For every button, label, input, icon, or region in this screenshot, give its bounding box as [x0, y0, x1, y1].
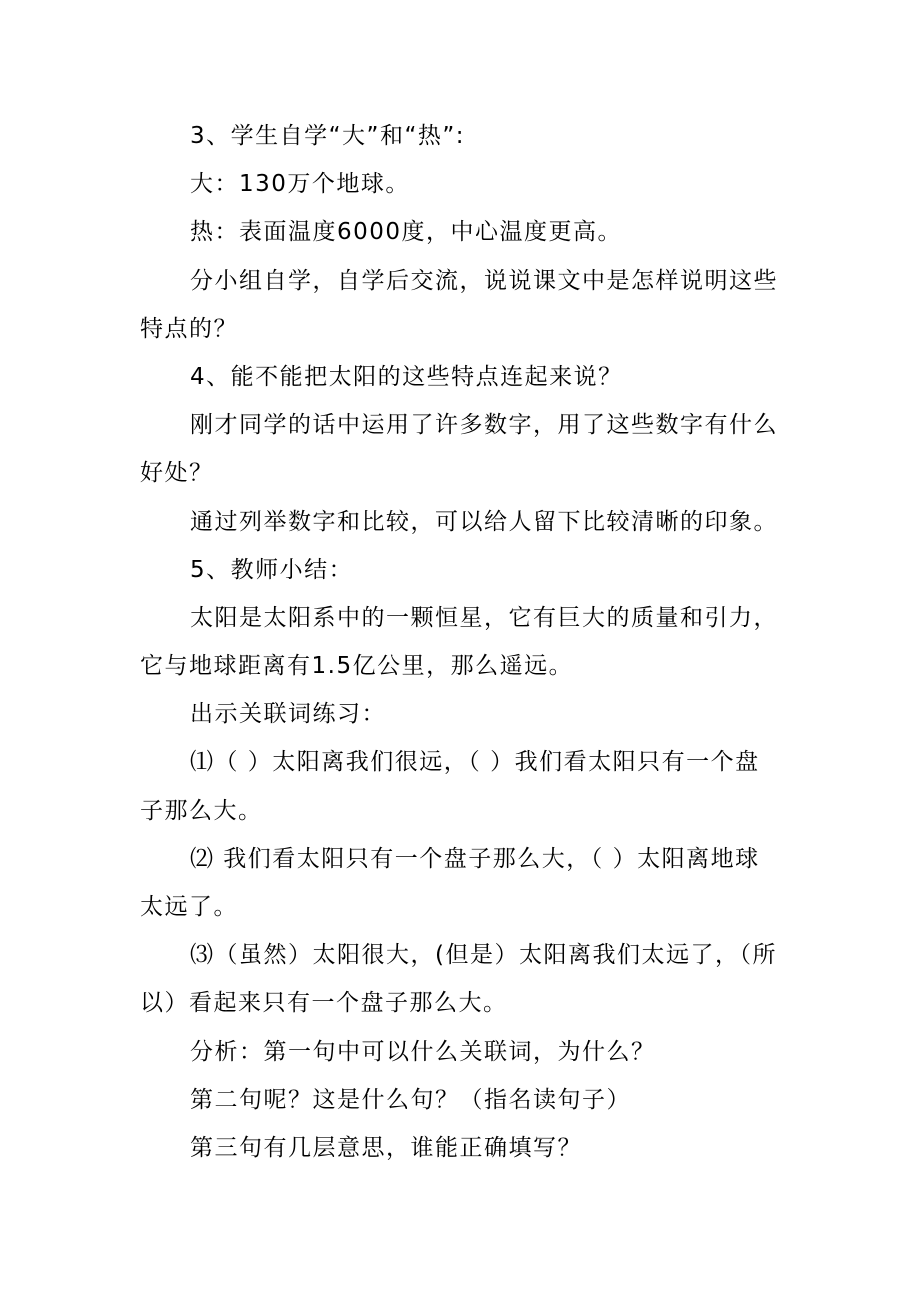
- text-line: 特点的？: [140, 315, 238, 342]
- text-line: 5、教师小结：: [190, 556, 354, 583]
- text-line: ⑶（虽然）太阳很大，(但是）太阳离我们太远了，（所: [190, 942, 777, 969]
- text-line: 出示关联词练习：: [190, 701, 386, 728]
- text-line: 它与地球距离有1.5亿公里，那么遥远。: [140, 653, 574, 680]
- document-page: [140, 116, 790, 1176]
- text-line: 大：130万个地球。: [190, 171, 410, 198]
- text-line: 热：表面温度6000度，中心温度更高。: [190, 219, 623, 246]
- text-line: 太远了。: [140, 894, 238, 920]
- text-line: 子那么大。: [140, 797, 263, 824]
- text-line: 以）看起来只有一个盘子那么大。: [140, 990, 508, 1017]
- text-line: 通过列举数字和比较，可以给人留下比较清晰的印象。: [190, 508, 778, 535]
- text-line: 第三句有几层意思，谁能正确填写？: [190, 1134, 582, 1161]
- text-line: 第二句呢？这是什么句？（指名读句子）: [190, 1086, 631, 1113]
- text-line: 4、能不能把太阳的这些特点连起来说？: [190, 363, 623, 390]
- text-line: 分析：第一句中可以什么关联词，为什么？: [190, 1038, 656, 1065]
- text-line: 好处？: [140, 460, 214, 487]
- text-line: ⑵ 我们看太阳只有一个盘子那么大，（ ）太阳离地球: [190, 845, 760, 872]
- text-line: ⑴（ ）太阳离我们很远，（ ）我们看太阳只有一个盘: [190, 749, 760, 776]
- text-line: 3、学生自学“大”和“热”:: [190, 123, 466, 149]
- text-line: 分小组自学，自学后交流，说说课文中是怎样说明这些: [190, 267, 778, 294]
- text-line: 刚才同学的话中运用了许多数字，用了这些数字有什么: [190, 412, 778, 439]
- text-line: 太阳是太阳系中的一颗恒星，它有巨大的质量和引力，: [190, 604, 778, 631]
